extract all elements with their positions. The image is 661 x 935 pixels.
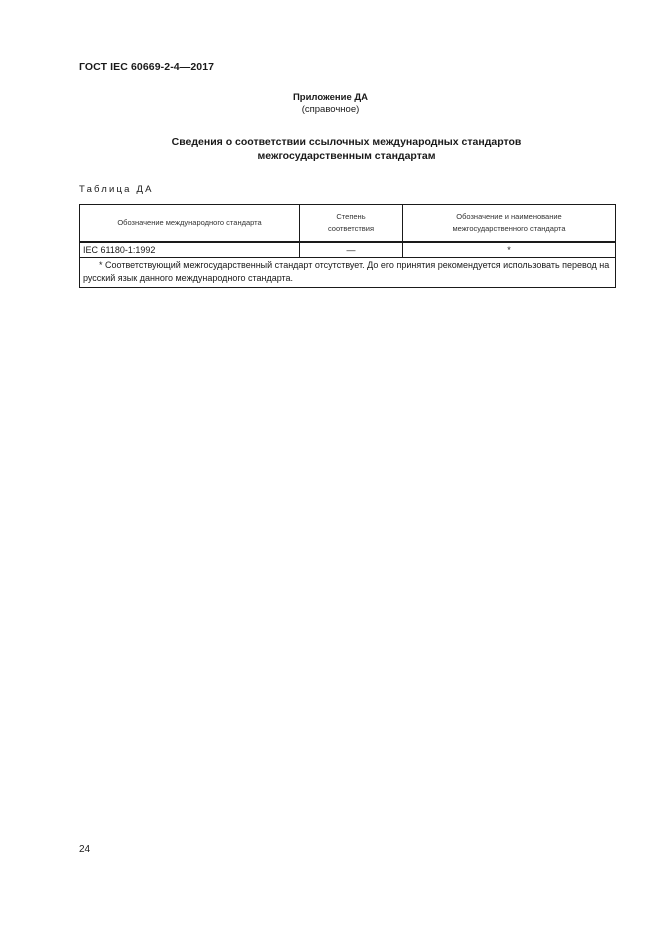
section-title [0,135,661,163]
cell-degree: — [300,242,403,258]
page-number: 24 [79,844,91,855]
header-interstate-line-1: Обозначение и наименование [456,212,562,221]
table-footnote-row [80,258,616,288]
annex-subtitle: (справочное) [301,104,360,115]
header-degree-line-2: соответствия [327,224,375,233]
correspondence-table [79,204,615,288]
cell-interstate-standard: * [403,242,616,258]
table-caption: Таблица ДА [79,184,154,195]
section-title-line-1: Сведения о соответствии ссылочных международных стандартов [171,136,522,148]
header-degree-of-correspondence [300,205,403,243]
header-interstate-standard [403,205,616,243]
table-row [80,242,616,258]
header-international-standard: Обозначение международного стандарта [80,205,300,243]
cell-international-standard: IEC 61180-1:1992 [80,242,300,258]
annex-title: Приложение ДА [292,92,369,103]
header-interstate-line-2: межгосударственного стандарта [452,224,566,233]
document-header: ГОСТ IEC 60669-2-4—2017 [79,61,215,73]
table-header-row [80,205,616,243]
section-title-line-2: межгосударственным стандартам [257,150,436,162]
table-footnote [80,258,616,288]
header-degree-line-1: Степень [336,212,366,221]
footnote-text: * Соответствующий межгосударственный стандарт отсутствует. До его принятия рекомендуется использовать перевод на русский язык данного международного стандарта. [83,260,610,283]
